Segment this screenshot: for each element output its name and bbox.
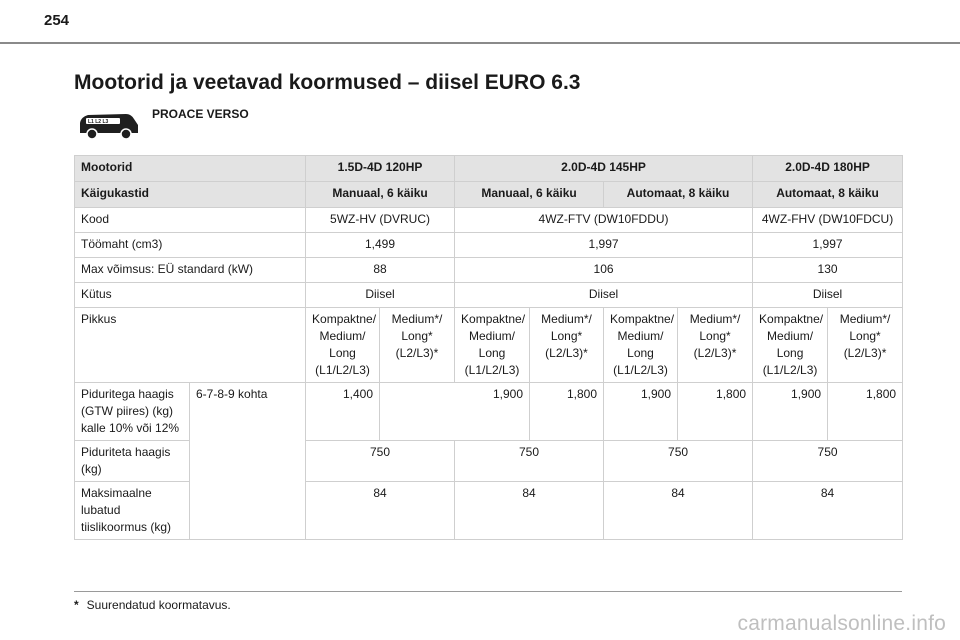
displacement-cell: 1,997 — [753, 233, 903, 258]
length-row — [75, 308, 903, 383]
gearbox-cell: Automaat, 8 käiku — [753, 182, 903, 208]
braked-cell: 1,900 — [604, 383, 678, 441]
nose-weight-cell: 84 — [306, 482, 455, 540]
unbraked-cell: 750 — [753, 441, 903, 482]
gearbox-label: Käigukastid — [75, 182, 306, 208]
displacement-row — [75, 233, 903, 258]
watermark: carmanualsonline.info — [737, 612, 946, 635]
power-cell: 106 — [455, 258, 753, 283]
gearbox-row — [75, 182, 903, 208]
unbraked-cell: 750 — [306, 441, 455, 482]
engine-cell: 2.0D-4D 180HP — [753, 156, 903, 182]
length-cell: Medium*/ Long* (L2/L3)* — [530, 308, 604, 383]
braked-cell: 1,800 — [828, 383, 903, 441]
length-cell: Kompaktne/ Medium/ Long (L1/L2/L3) — [306, 308, 380, 383]
power-row — [75, 258, 903, 283]
fuel-cell: Diisel — [455, 283, 753, 308]
displacement-label: Töömaht (cm3) — [75, 233, 306, 258]
braked-cell: 1,900 — [753, 383, 828, 441]
nose-weight-label: Maksimaalne lubatud tiislikoormus (kg) — [75, 482, 190, 540]
braked-cell: 1,800 — [530, 383, 604, 441]
fuel-row — [75, 283, 903, 308]
fuel-cell: Diisel — [306, 283, 455, 308]
braked-cell: 1,900 — [380, 383, 530, 441]
van-icon — [76, 110, 140, 140]
length-label: Pikkus — [75, 308, 306, 383]
braked-cell: 1,800 — [678, 383, 753, 441]
fuel-cell: Diisel — [753, 283, 903, 308]
engine-spec-table — [74, 155, 903, 540]
length-cell: Medium*/ Long* (L2/L3)* — [380, 308, 455, 383]
power-cell: 88 — [306, 258, 455, 283]
header-divider — [0, 42, 960, 44]
unbraked-cell: 750 — [604, 441, 753, 482]
footnote — [74, 598, 231, 612]
displacement-cell: 1,499 — [306, 233, 455, 258]
braked-trailer-label: Piduritega haagis (GTW piires) (kg) kalle 10% või 12% — [75, 383, 190, 441]
code-cell: 5WZ-HV (DVRUC) — [306, 208, 455, 233]
engines-label: Mootorid — [75, 156, 306, 182]
nose-weight-cell: 84 — [455, 482, 604, 540]
gearbox-cell: Manuaal, 6 käiku — [455, 182, 604, 208]
length-cell: Medium*/ Long* (L2/L3)* — [678, 308, 753, 383]
length-cell: Medium*/ Long* (L2/L3)* — [828, 308, 903, 383]
length-cell: Kompaktne/ Medium/ Long (L1/L2/L3) — [604, 308, 678, 383]
unbraked-trailer-label: Piduriteta haagis (kg) — [75, 441, 190, 482]
van-icon-letters: L1 L2 L3 — [88, 119, 109, 125]
code-cell: 4WZ-FTV (DW10FDDU) — [455, 208, 753, 233]
displacement-cell: 1,997 — [455, 233, 753, 258]
footnote-text: Suurendatud koormatavus. — [86, 598, 231, 612]
page-number: 254 — [44, 12, 70, 29]
engine-cell: 2.0D-4D 145HP — [455, 156, 753, 182]
seats-cell: 6-7-8-9 kohta — [190, 383, 306, 540]
gearbox-cell: Manuaal, 6 käiku — [306, 182, 455, 208]
nose-weight-cell: 84 — [753, 482, 903, 540]
power-cell: 130 — [753, 258, 903, 283]
unbraked-cell: 750 — [455, 441, 604, 482]
engine-cell: 1.5D-4D 120HP — [306, 156, 455, 182]
gearbox-cell: Automaat, 8 käiku — [604, 182, 753, 208]
model-label: PROACE VERSO — [152, 107, 249, 121]
footer-divider — [74, 591, 902, 592]
length-cell: Kompaktne/ Medium/ Long (L1/L2/L3) — [455, 308, 530, 383]
footnote-mark: * — [74, 598, 79, 612]
code-cell: 4WZ-FHV (DW10FDCU) — [753, 208, 903, 233]
page-title: Mootorid ja veetavad koormused – diisel EURO 6.3 — [74, 71, 581, 94]
code-row — [75, 208, 903, 233]
engines-row — [75, 156, 903, 182]
power-label: Max võimsus: EÜ standard (kW) — [75, 258, 306, 283]
fuel-label: Kütus — [75, 283, 306, 308]
braked-trailer-row — [75, 383, 903, 441]
length-cell: Kompaktne/ Medium/ Long (L1/L2/L3) — [753, 308, 828, 383]
code-label: Kood — [75, 208, 306, 233]
braked-cell: 1,400 — [306, 383, 380, 441]
nose-weight-cell: 84 — [604, 482, 753, 540]
